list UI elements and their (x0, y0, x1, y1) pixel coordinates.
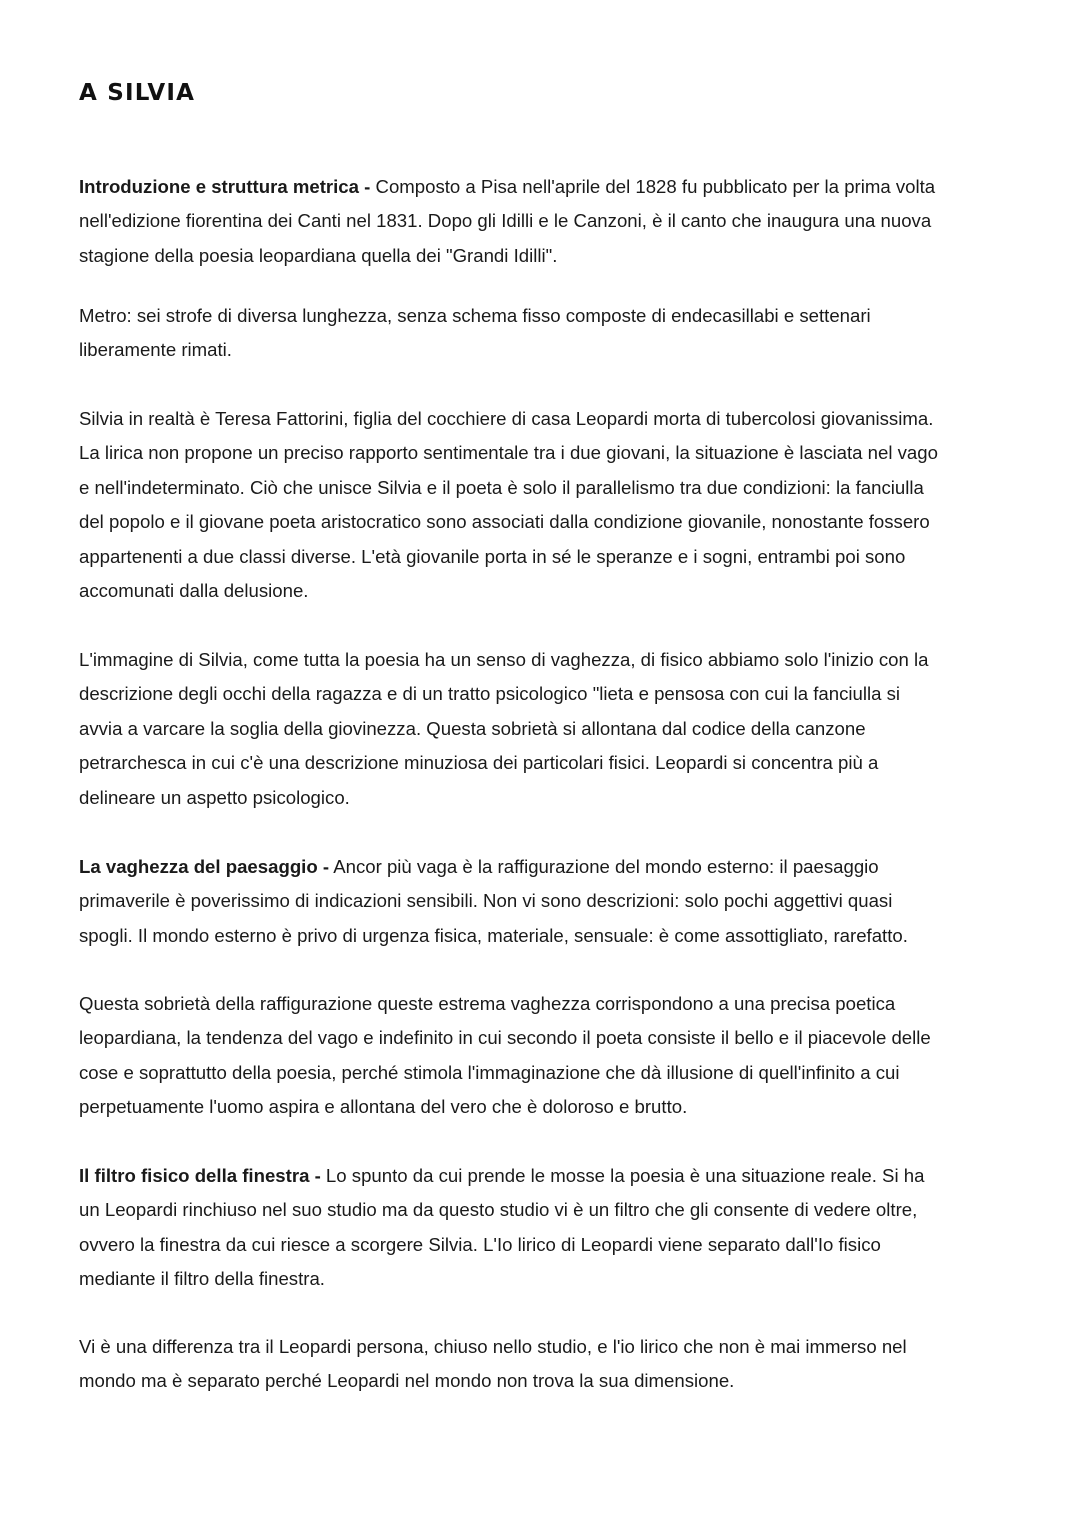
paragraph-introduzione (79, 170, 1014, 273)
paragraph-line: La lirica non propone un preciso rapporto sentimentale tra i due giovani, la situazione è lasciata nel vago (79, 442, 938, 464)
paragraph-line: del popolo e il giovane poeta aristocratico sono associati dalla condizione giovanile, nonostante fossero (79, 511, 930, 533)
paragraph-line (79, 1159, 1014, 1193)
paragraph-line: spogli. Il mondo esterno è privo di urgenza fisica, materiale, sensuale: è come assottigliato, rarefatto. (79, 924, 908, 946)
paragraph-line: mondo ma è separato perché Leopardi nel mondo non trova la sua dimensione. (79, 1370, 735, 1392)
section-heading: La vaghezza del paesaggio - (79, 856, 330, 877)
paragraph-line: perpetuamente l'uomo aspira e allontana del vero che è doloroso e brutto. (79, 1096, 688, 1118)
paragraph-line: appartenenti a due classi diverse. L'età giovanile porta in sé le speranze e i sogni, entrambi poi sono (79, 545, 906, 567)
paragraph-line: un Leopardi rinchiuso nel suo studio ma da questo studio vi è un filtro che gli consente di vedere oltre, (79, 1199, 918, 1221)
paragraph-line: nell'edizione fiorentina dei Canti nel 1831. Dopo gli Idilli e le Canzoni, è il canto che inaugura una nuova (79, 210, 932, 232)
paragraph-line: Vi è una differenza tra il Leopardi persona, chiuso nello studio, e l'io lirico che non è mai immerso nel (79, 1336, 907, 1357)
paragraph-line: Metro: sei strofe di diversa lunghezza, senza schema fisso composte di endecasillabi e settenari (79, 305, 871, 326)
paragraph-line: descrizione degli occhi della ragazza e di un tratto psicologico "lieta e pensosa con cui la fanciulla si (79, 683, 901, 705)
paragraph-line (79, 170, 1014, 204)
paragraph-line: leopardiana, la tendenza del vago e indefinito in cui secondo il poeta consiste il bello e il piacevole delle (79, 1027, 931, 1049)
paragraph-line: accomunati dalla delusione. (79, 580, 309, 602)
paragraph-line: primaverile è poverissimo di indicazioni sensibili. Non vi sono descrizioni: solo pochi aggettivi quasi (79, 890, 893, 912)
paragraph-line: avvia a varcare la soglia della giovinezza. Questa sobrietà si allontana dal codice della canzone (79, 717, 866, 739)
paragraph-filtro (79, 1159, 1014, 1297)
paragraph-line: petrarchesca in cui c'è una descrizione minuziosa dei particolari fisici. Leopardi si concentra più a (79, 752, 879, 774)
paragraph-immagine (79, 643, 1014, 815)
paragraph-line: delineare un aspetto psicologico. (79, 786, 350, 808)
paragraph-line: Silvia in realtà è Teresa Fattorini, figlia del cocchiere di casa Leopardi morta di tubercolosi giovanissima. (79, 408, 934, 429)
paragraph-line: Questa sobrietà della raffigurazione queste estrema vaghezza corrispondono a una precisa poetica (79, 993, 896, 1014)
paragraph-line (79, 850, 1014, 884)
paragraph-line: mediante il filtro della finestra. (79, 1268, 325, 1290)
paragraph-line: liberamente rimati. (79, 339, 232, 361)
paragraph-text: Composto a Pisa nell'aprile del 1828 fu pubblicato per la prima volta (370, 176, 936, 197)
document-title: A SILVIA (79, 80, 196, 106)
paragraph-text: Ancor più vaga è la raffigurazione del mondo esterno: il paesaggio (329, 856, 879, 877)
paragraph-text: Lo spunto da cui prende le mosse la poesia è una situazione reale. Si ha (320, 1165, 925, 1186)
paragraph-vaghezza (79, 850, 1014, 953)
paragraph-line: ovvero la finestra da cui riesce a scorgere Silvia. L'Io lirico di Leopardi viene separato dall'Io fisico (79, 1233, 881, 1255)
section-heading: Introduzione e struttura metrica - (79, 176, 371, 197)
paragraph-line: e nell'indeterminato. Ciò che unisce Silvia e il poeta è solo il parallelismo tra due condizioni: la fanciulla (79, 476, 924, 498)
paragraph-metro (79, 299, 1014, 368)
paragraph-line: cose e soprattutto della poesia, perché stimola l'immaginazione che dà illusione di quell'infinito a cui (79, 1061, 900, 1083)
paragraph-line: stagione della poesia leopardiana quella dei "Grandi Idilli". (79, 244, 558, 266)
paragraph-sobrieta (79, 987, 1014, 1125)
section-heading: Il filtro fisico della finestra - (79, 1165, 321, 1186)
paragraph-differenza (79, 1330, 1014, 1399)
paragraph-line: L'immagine di Silvia, come tutta la poesia ha un senso di vaghezza, di fisico abbiamo solo l'inizio con la (79, 649, 929, 670)
paragraph-silvia (79, 402, 1014, 608)
